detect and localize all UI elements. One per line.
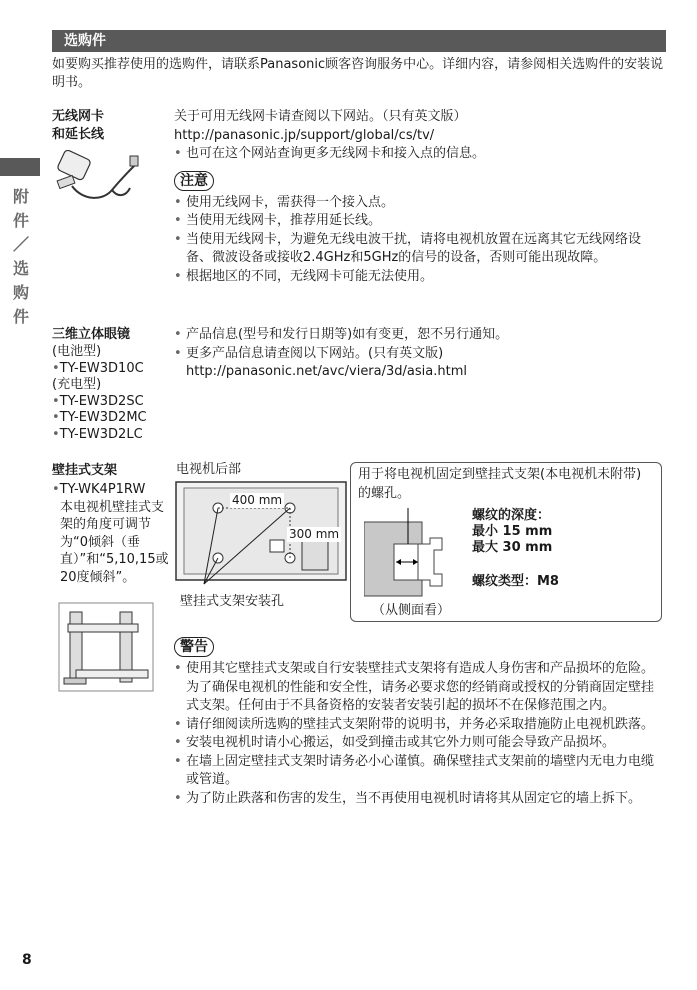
screw-side-view [364,508,474,600]
glasses-bullet: • 更多产品信息请查阅以下网站。(只有英文版) [174,345,654,364]
page-number: 8 [22,952,32,968]
warning-item: • 在墙上固定壁挂式支架时请务必小心谨慎。确保壁挂式支架前的墙壁内无电力电缆或管道。 [174,753,654,790]
warning-label: 警告 [174,637,214,657]
side-view-caption: （从侧面看） [372,603,451,618]
warning-item: • 安装电视机时请小心搬运，如受到撞击或其它外力则可能会导致产品损坏。 [174,734,654,753]
screw-type: 螺纹类型：M8 [472,574,559,589]
dimension-vertical: 300 mm [289,527,340,541]
caution-item: • 当使用无线网卡，推荐用延长线。 [174,212,654,231]
glasses-title: 三维立体眼镜 [52,327,131,342]
glasses-model-label: (电池型) [52,344,102,359]
wall-bracket-illustration [58,602,154,692]
wireless-url[interactable]: http://panasonic.jp/support/global/cs/tv/ [174,127,435,143]
section-header [52,30,666,52]
wireless-bullet: • 也可在这个网站查询更多无线网卡和接入点的信息。 [174,145,654,164]
wireless-line1: 关于可用无线网卡请查阅以下网站。（只有英文版） [174,109,467,124]
warning-item: • 为了防止跌落和伤害的发生，当不再使用电视机时请将其从固定它的墙上拆下。 [174,790,654,809]
caution-item: • 使用无线网卡，需获得一个接入点。 [174,194,654,213]
glasses-model: • TY-EW3D10C [52,361,172,378]
side-tab-marker [0,158,40,176]
wireless-title: 无线网卡 和延长线 [52,109,105,142]
caution-item: • 根据地区的不同，无线网卡可能无法使用。 [174,268,654,287]
glasses-url[interactable]: http://panasonic.net/avc/viera/3d/asia.html [186,364,467,379]
thread-depth: 螺纹的深度： 最小 15 mm 最大 30 mm [472,508,553,555]
glasses-model: • TY-EW3D2SC [52,394,172,411]
caution-label: 注意 [174,171,214,191]
side-tab-label: 附 件 ／ 选 购 件 [12,187,29,326]
bracket-model: • TY-WK4P1RW [52,482,170,499]
glasses-model-label: (充电型) [52,377,102,392]
dimension-horizontal: 400 mm [232,493,283,507]
tv-rear-label: 电视机后部 [176,462,242,477]
mounting-holes-label: 壁挂式支架安装孔 [180,594,285,609]
glasses-model: • TY-EW3D2LC [52,427,172,444]
callout-text: 用于将电视机固定到壁挂式支架(本电视机未附带)的螺孔。 [358,467,642,501]
wireless-adapter-illustration [52,150,142,210]
bracket-title: 壁挂式支架 [52,463,118,478]
glasses-bullet: • 产品信息(型号和发行日期等)如有变更，恕不另行通知。 [174,326,654,345]
warning-item: • 请仔细阅读所选购的壁挂式支架附带的说明书，并务必采取措施防止电视机跌落。 [174,716,654,735]
intro-text: 如要购买推荐使用的选购件，请联系Panasonic顾客咨询服务中心。详细内容，请参阅相关选购件的安装说明书。 [52,57,664,90]
caution-item: • 当使用无线网卡，为避免无线电波干扰，请将电视机放置在远离其它无线网络设备、微波设备或接收2.4GHz和5GHz的信号的设备，否则可能出现故障。 [174,231,654,268]
bracket-description: 本电视机壁挂式支架的角度可调节为“0倾斜（垂直）”和“5,10,15或20度倾斜”。 [60,499,169,585]
warning-item: • 使用其它壁挂式支架或自行安装壁挂式支架将有造成人身伤害和产品损坏的危险。为了确保电视机的性能和安全性，请务必要求您的经销商或授权的分销商固定壁挂式支架。任何由于不具备资格的安装者安装引起的损坏不在保修范围之内。 [174,660,654,716]
glasses-model: • TY-EW3D2MC [52,410,172,427]
section-title: 选购件 [64,33,106,49]
